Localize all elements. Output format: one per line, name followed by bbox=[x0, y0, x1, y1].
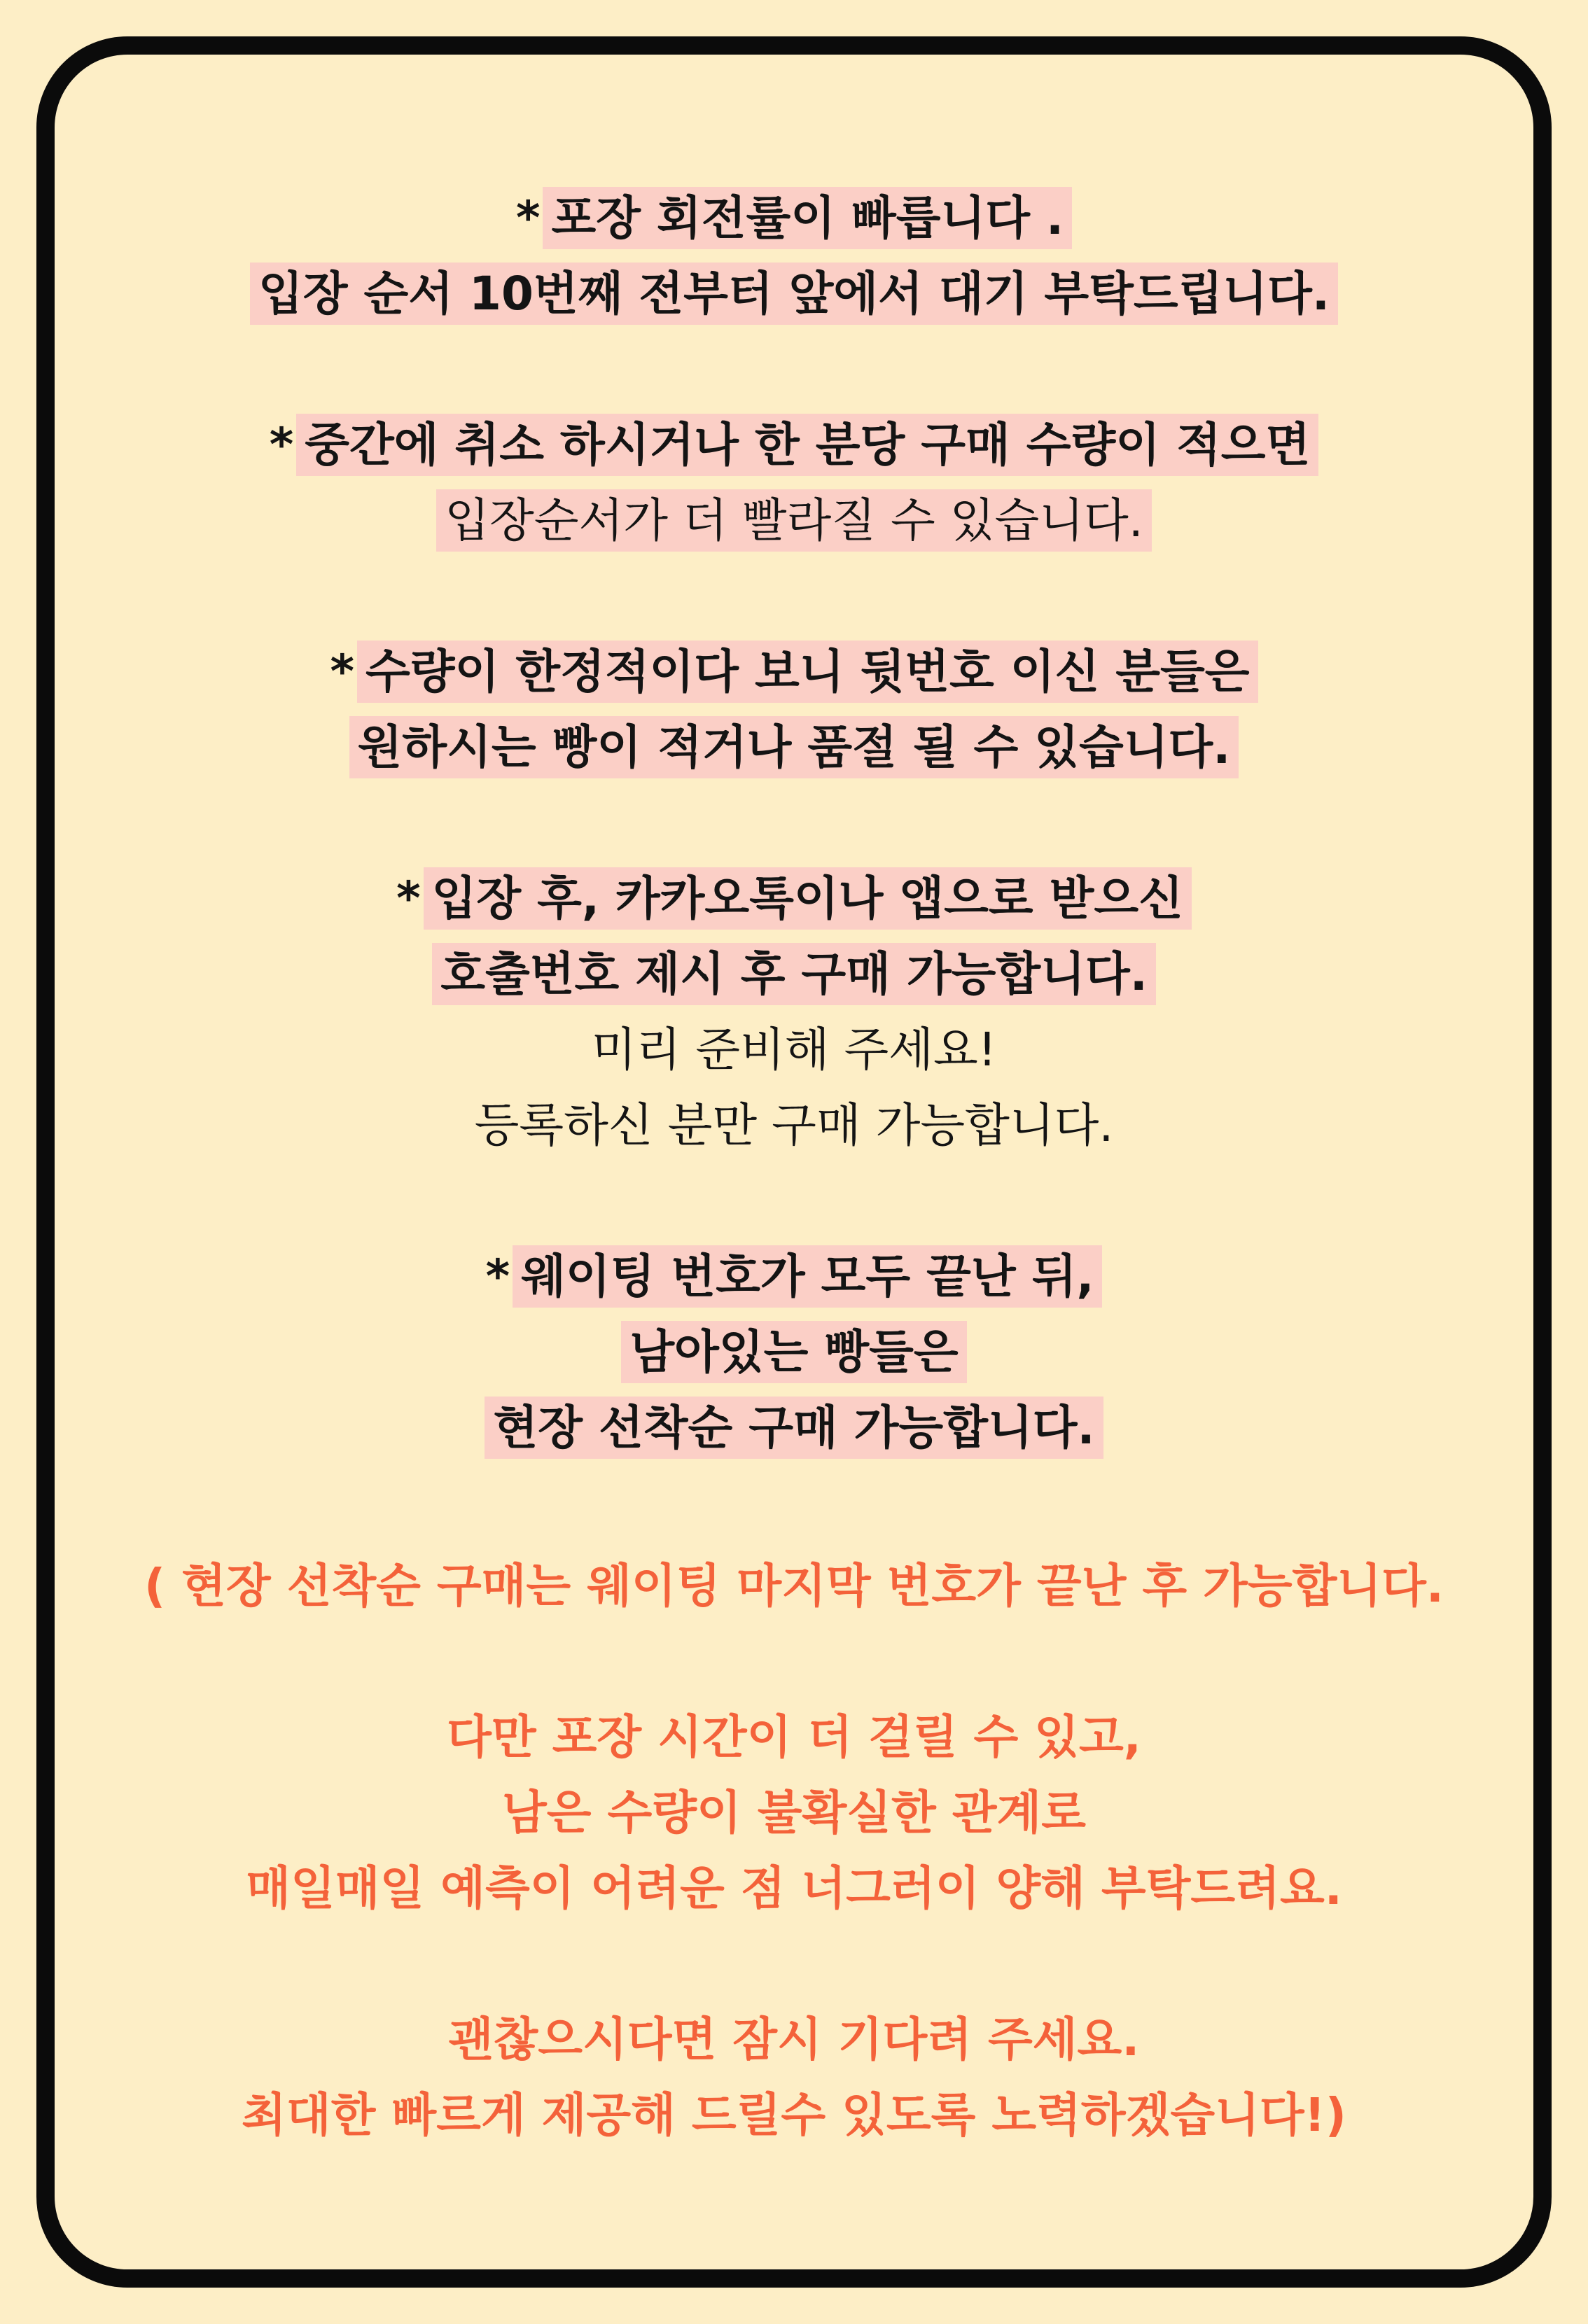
highlighted-text: 남아있는 빵들은 bbox=[621, 1321, 966, 1383]
section-4-line-3 bbox=[0, 1015, 1588, 1085]
bullet: * bbox=[269, 418, 294, 472]
highlighted-text: 현장 선착순 구매 가능합니다. bbox=[485, 1396, 1103, 1459]
highlighted-text: 원하시는 빵이 적거나 품절 될 수 있습니다. bbox=[349, 716, 1239, 778]
section-1-line-2 bbox=[0, 259, 1588, 329]
section-3-line-1 bbox=[0, 637, 1588, 707]
section-2-line-1 bbox=[0, 410, 1588, 480]
notice-text: 다만 포장 시간이 더 걸릴 수 있고, bbox=[447, 1710, 1141, 1764]
highlighted-text: 포장 회전률이 빠릅니다 . bbox=[543, 187, 1072, 249]
notice-card-frame bbox=[36, 36, 1552, 2288]
notice-text: 매일매일 예측이 어려운 점 너그러이 양해 부탁드려요. bbox=[246, 1861, 1342, 1915]
notice-text: 남은 수량이 불확실한 관계로 bbox=[501, 1786, 1086, 1840]
section-4-line-2 bbox=[0, 939, 1588, 1009]
highlighted-text: 수량이 한정적이다 보니 뒷번호 이신 분들은 bbox=[357, 640, 1258, 703]
highlighted-text: 중간에 취소 하시거나 한 분당 구매 수량이 적으면 bbox=[296, 414, 1318, 476]
bullet: * bbox=[330, 645, 354, 699]
highlighted-text: 웨이팅 번호가 모두 끝난 뒤, bbox=[513, 1245, 1102, 1308]
section-1-line-1 bbox=[0, 183, 1588, 253]
plain-text: 미리 준비해 주세요! bbox=[591, 1023, 997, 1077]
section-5-line-2 bbox=[0, 1317, 1588, 1387]
notice-line-4 bbox=[0, 1854, 1588, 1924]
section-5-line-3 bbox=[0, 1393, 1588, 1463]
notice-line-3 bbox=[0, 1778, 1588, 1848]
notice-text: ( 현장 선착순 구매는 웨이팅 마지막 번호가 끝난 후 가능합니다. bbox=[144, 1559, 1444, 1613]
bullet: * bbox=[485, 1250, 510, 1303]
bullet: * bbox=[515, 191, 541, 245]
plain-text: 등록하신 분만 구매 가능합니다. bbox=[474, 1098, 1114, 1152]
notice-line-1 bbox=[0, 1551, 1588, 1621]
section-4-line-1 bbox=[0, 864, 1588, 934]
notice-line-5 bbox=[0, 2005, 1588, 2075]
notice-line-2 bbox=[0, 1702, 1588, 1772]
section-3-line-2 bbox=[0, 713, 1588, 783]
highlighted-text: 입장 순서 10번째 전부터 앞에서 대기 부탁드립니다. bbox=[250, 262, 1338, 325]
notice-line-6 bbox=[0, 2080, 1588, 2150]
highlighted-text: 입장 후, 카카오톡이나 앱으로 받으신 bbox=[424, 867, 1192, 930]
bullet: * bbox=[396, 872, 421, 925]
highlighted-text: 입장순서가 더 빨라질 수 있습니다. bbox=[436, 489, 1151, 552]
highlighted-text: 호출번호 제시 후 구매 가능합니다. bbox=[432, 943, 1156, 1005]
section-2-line-2 bbox=[0, 486, 1588, 556]
section-4-line-4 bbox=[0, 1091, 1588, 1161]
notice-text: 최대한 빠르게 제공해 드릴수 있도록 노력하겠습니다!) bbox=[242, 2088, 1346, 2142]
notice-text: 괜찮으시다면 잠시 기다려 주세요. bbox=[448, 2012, 1140, 2066]
section-5-line-1 bbox=[0, 1242, 1588, 1312]
